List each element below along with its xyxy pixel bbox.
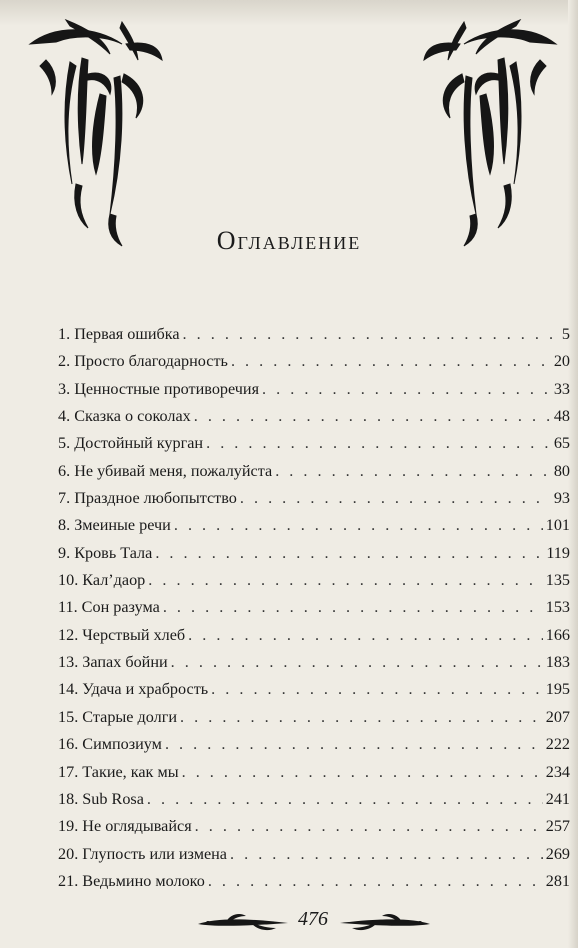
toc-entry-page: 207 [545, 707, 570, 726]
toc-dot-leader [275, 458, 551, 485]
toc-entry-page: 195 [545, 680, 570, 699]
toc-entry-page: 48 [553, 407, 570, 426]
toc-entry-page: 33 [553, 379, 570, 398]
toc-entry-page: 257 [545, 817, 570, 836]
toc-entry[interactable] [58, 403, 570, 430]
toc-entry[interactable] [58, 567, 570, 594]
toc-entry-page: 153 [545, 598, 570, 617]
toc-entry[interactable] [58, 594, 570, 621]
toc-entry-page: 65 [553, 434, 570, 453]
toc-dot-leader [147, 786, 543, 813]
toc-entry-title: 21. Ведьмино молоко [58, 871, 205, 890]
toc-entry[interactable] [58, 731, 570, 758]
toc-entry[interactable] [58, 485, 570, 512]
toc-dot-leader [180, 704, 543, 731]
toc-entry[interactable] [58, 430, 570, 457]
page-title: Оглавление [216, 226, 362, 255]
toc-dot-leader [171, 649, 543, 676]
toc-entry-page: 222 [545, 735, 570, 754]
toc-dot-leader [230, 841, 543, 868]
toc-dot-leader [262, 376, 551, 403]
toc-entry[interactable] [58, 512, 570, 539]
flourish-divider-icon [196, 912, 292, 934]
toc-dot-leader [195, 813, 543, 840]
toc-entry[interactable] [58, 868, 570, 895]
toc-entry-title: 7. Праздное любопытство [58, 489, 237, 508]
toc-dot-leader [208, 868, 543, 895]
toc-entry-title: 3. Ценностные противоречия [58, 379, 260, 398]
toc-entry-page: 241 [545, 789, 570, 808]
toc-entry-title: 13. Запах бойни [58, 653, 168, 672]
toc-dot-leader [188, 622, 543, 649]
toc-entry-page: 93 [553, 489, 570, 508]
toc-entry-title: 15. Старые долги [58, 707, 178, 726]
toc-dot-leader [240, 485, 551, 512]
toc-entry-title: 20. Глупость или измена [58, 844, 227, 863]
toc-entry-title: 5. Достойный курган [58, 434, 204, 453]
toc-entry[interactable] [58, 676, 570, 703]
floral-corner-ornament-icon [420, 14, 560, 250]
page-footer [0, 900, 578, 940]
toc-dot-leader [148, 567, 542, 594]
toc-entry-title: 16. Симпозиум [58, 735, 162, 754]
toc-entry-title: 6. Не убивай меня, пожалуйста [58, 461, 273, 480]
flourish-divider-icon [336, 912, 432, 934]
toc-dot-leader [231, 348, 551, 375]
toc-entry[interactable] [58, 786, 570, 813]
toc-dot-leader [174, 512, 543, 539]
toc-dot-leader [194, 403, 551, 430]
toc-dot-leader [183, 321, 559, 348]
table-of-contents [58, 321, 570, 895]
toc-entry[interactable] [58, 813, 570, 840]
toc-dot-leader [165, 731, 543, 758]
floral-corner-ornament-icon [26, 14, 166, 250]
toc-dot-leader [163, 594, 543, 621]
toc-entry[interactable] [58, 540, 570, 567]
toc-dot-leader [155, 540, 543, 567]
toc-entry-title: 17. Такие, как мы [58, 762, 179, 781]
toc-dot-leader [182, 759, 543, 786]
toc-entry-title: 2. Просто благодарность [58, 352, 228, 371]
toc-entry-page: 166 [545, 625, 570, 644]
toc-entry-page: 135 [545, 571, 570, 590]
toc-entry-title: 11. Сон разума [58, 598, 160, 617]
toc-entry[interactable] [58, 704, 570, 731]
toc-entry-page: 183 [545, 653, 570, 672]
toc-entry-page: 101 [545, 516, 570, 535]
toc-entry-title: 12. Черствый хлеб [58, 625, 186, 644]
toc-entry[interactable] [58, 759, 570, 786]
toc-entry-page: 234 [545, 762, 570, 781]
toc-entry[interactable] [58, 348, 570, 375]
toc-entry[interactable] [58, 458, 570, 485]
page-number: 476 [298, 908, 328, 930]
toc-entry[interactable] [58, 841, 570, 868]
toc-entry-title: 8. Змеиные речи [58, 516, 171, 535]
toc-entry-page: 119 [546, 543, 570, 562]
toc-entry-page: 269 [545, 844, 570, 863]
toc-entry-page: 281 [545, 871, 570, 890]
toc-entry-title: 19. Не оглядывайся [58, 817, 192, 836]
toc-entry-page: 20 [553, 352, 570, 371]
toc-entry-title: 18. Sub Rosa [58, 789, 144, 808]
toc-entry-title: 4. Сказка о соколах [58, 407, 191, 426]
toc-entry[interactable] [58, 649, 570, 676]
toc-entry-page: 5 [561, 325, 570, 343]
toc-entry-page: 80 [553, 461, 570, 480]
toc-entry[interactable] [58, 376, 570, 403]
toc-entry-title: 14. Удача и храбрость [58, 680, 209, 699]
toc-dot-leader [211, 676, 543, 703]
toc-entry-title: 1. Первая ошибка [58, 325, 180, 343]
toc-dot-leader [206, 430, 551, 457]
toc-entry[interactable] [58, 622, 570, 649]
toc-entry-title: 9. Кровь Тала [58, 543, 153, 562]
toc-entry[interactable] [58, 321, 570, 348]
toc-entry-title: 10. Кал’даор [58, 571, 146, 590]
